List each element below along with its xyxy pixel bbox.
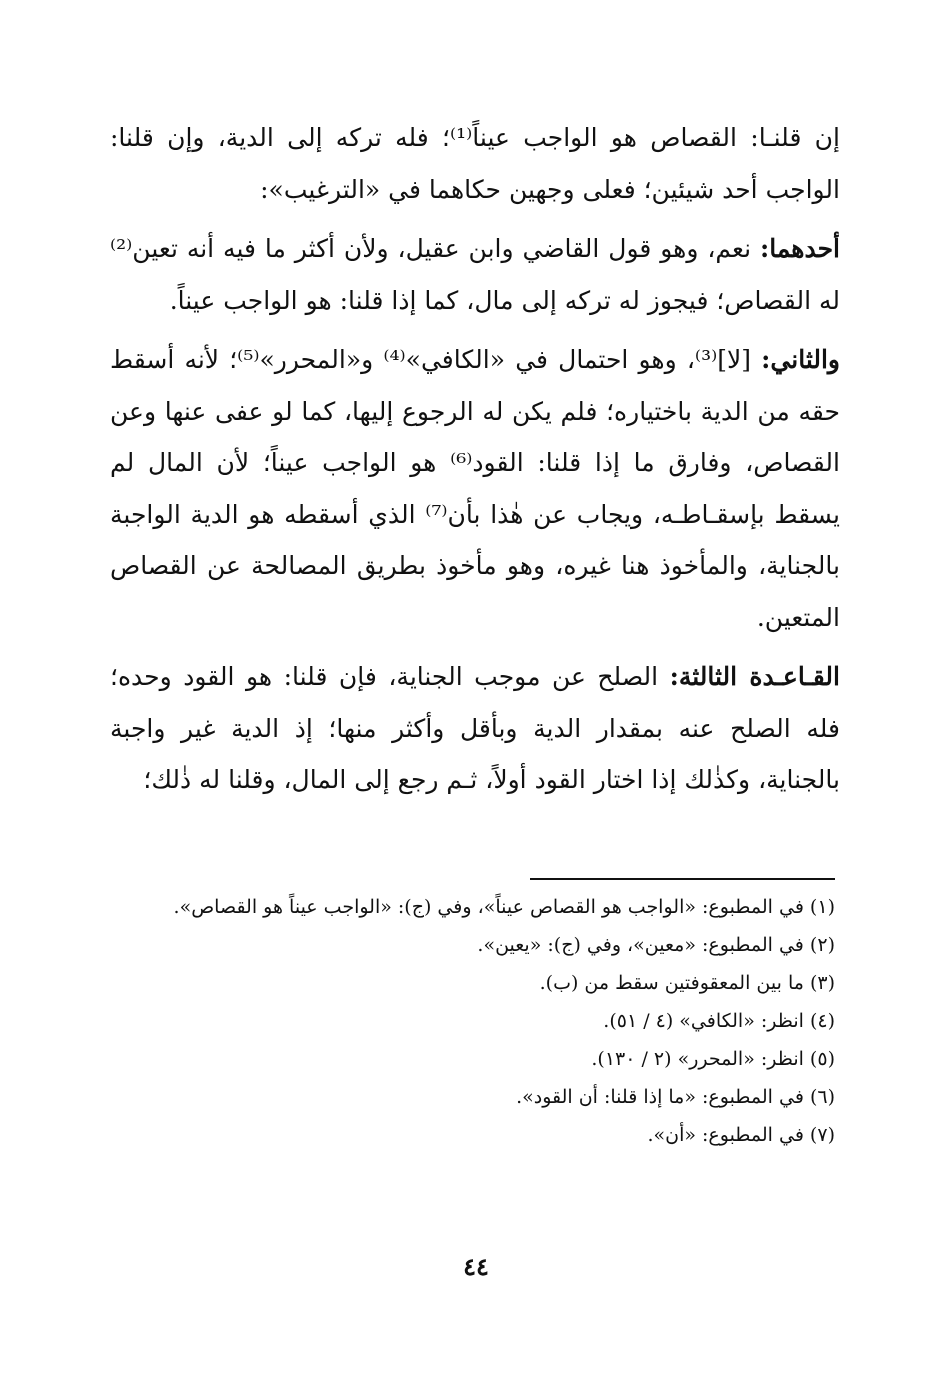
paragraph-text: نعم، وهو قول القاضي وابن عقيل، ولأن أكثر ما فيه أنه تعين⁽²⁾ له القصاص؛ فيجوز له تركه إلى مال، كما إذا قلنا: هو الواجب عيناً.	[110, 234, 840, 315]
paragraph	[110, 334, 840, 643]
paragraph	[110, 112, 840, 215]
footnote-7: (٧) في المطبوع: «أن».	[647, 1124, 835, 1146]
paragraph-text: الصلح عن موجب الجناية، فإن قلنا: هو القود وحده؛ فله الصلح عنه بمقدار الدية وبأقل وأكثر منها؛ إذ الدية غير واجبة بالجناية، وكذٰلك إذا اختار القود أولاً، ثـم رجع إلى المال، وقلنا له ذٰلك؛	[110, 662, 840, 794]
page-number: ٤٤	[463, 1252, 489, 1281]
footnote-1: (١) في المطبوع: «الواجب هو القصاص عيناً»، وفي (ج): «الواجب عيناً هو القصاص».	[173, 896, 835, 918]
footnotes	[110, 888, 835, 1154]
footnote-3: (٣) ما بين المعقوفتين سقط من (ب).	[539, 972, 835, 994]
paragraph-text: [لا]⁽³⁾، وهو احتمال في «الكافي»⁽⁴⁾ و«المحرر»⁽⁵⁾؛ لأنه أسقط حقه من الدية باختياره؛ فلم يكن له الرجوع إليها، كما لو عفى عنها وعن القصاص، وفارق ما إذا قلنا: القود⁽⁶⁾ هو الواجب عيناً؛ لأن المال لم يسقط بإسقـاطـه، ويجاب عن هٰذا بأن⁽⁷⁾ الذي أسقطه هو الدية الواجبة بالجناية، والمأخوذ هنا غيره، وهو مأخوذ بطريق المصالحة عن القصاص المتعين.	[110, 345, 840, 632]
footnote-6: (٦) في المطبوع: «ما إذا قلنا: أن القود».	[516, 1086, 835, 1108]
footnote-4: (٤) انظر: «الكافي» (٤ / ٥١).	[603, 1010, 835, 1032]
paragraph-lead: والثاني:	[761, 345, 840, 374]
footnote-5: (٥) انظر: «المحرر» (٢ / ١٣٠).	[591, 1048, 835, 1070]
paragraph	[110, 651, 840, 806]
footnote-divider	[530, 878, 835, 880]
main-text	[110, 112, 840, 814]
paragraph-text: إن قلنـا: القصاص هو الواجب عيناً⁽¹⁾؛ فله تركه إلى الدية، وإن قلنا: الواجب أحد شيئين؛ فعلى وجهين حكاهما في «الترغيب»:	[110, 123, 840, 204]
paragraph	[110, 223, 840, 326]
paragraph-lead: القـاعـدة الثالثة:	[669, 662, 840, 691]
footnote-2: (٢) في المطبوع: «معين»، وفي (ج): «يعين».	[477, 934, 835, 956]
paragraph-lead: أحدهما:	[759, 234, 840, 263]
